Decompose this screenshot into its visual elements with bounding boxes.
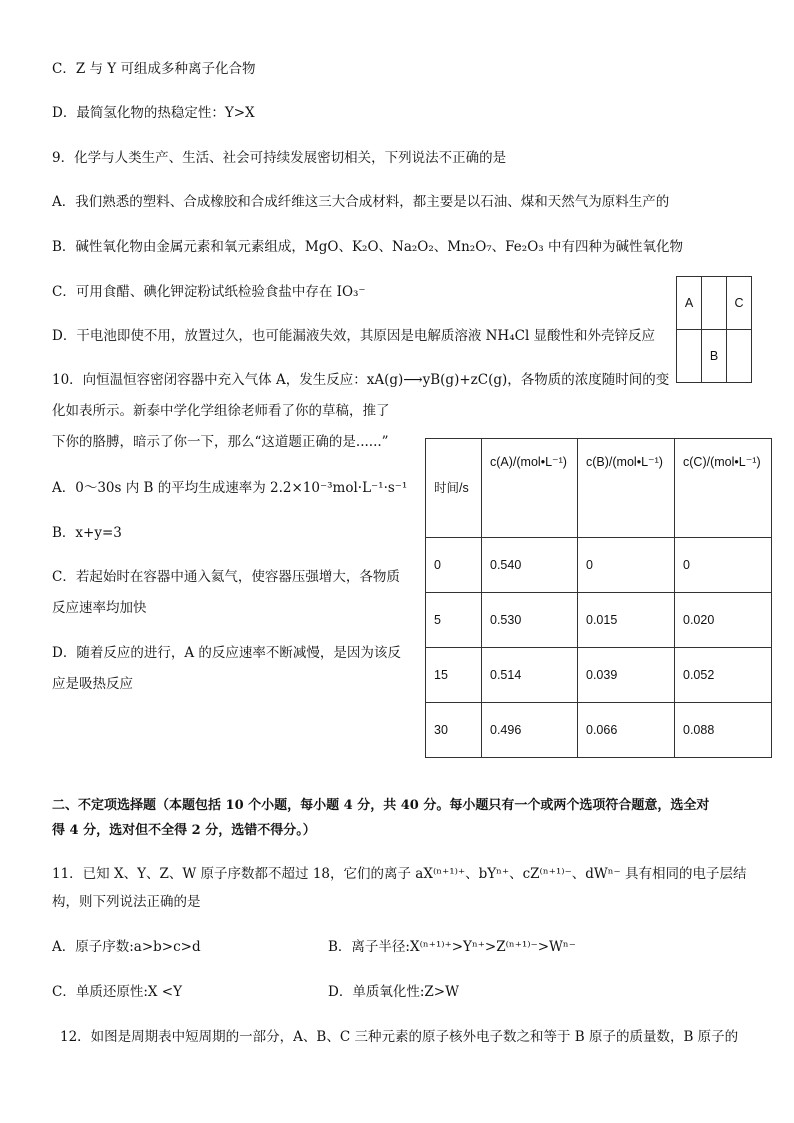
section-2-heading-cont: 得 4 分，选对但不全得 2 分，选错不得分。） xyxy=(52,823,316,838)
table-cell: 0.514 xyxy=(482,648,578,703)
table-cell: 0.066 xyxy=(578,703,675,758)
table-cell: 0 xyxy=(578,538,675,593)
table-header-row xyxy=(426,439,772,538)
element-c-cell: C xyxy=(727,277,752,330)
question-11-line2: 构，则下列说法正确的是 xyxy=(52,894,201,910)
table-header-cell: c(A)/(mol•L⁻¹) xyxy=(482,439,578,538)
q10-option-a: A．0～30s 内 B 的平均生成速率为 2.2×10⁻³mol·L⁻¹·s⁻¹ xyxy=(52,480,408,496)
section-2-heading: 二、不定项选择题（本题包括 10 个小题，每小题 4 分，共 40 分。每小题只有一个或两个选项符合题意，选全对 xyxy=(52,798,710,813)
q9-option-c: C．可用食醋、碘化钾淀粉试纸检验食盐中存在 IO₃⁻ xyxy=(52,284,366,300)
table-cell: 0.015 xyxy=(578,593,675,648)
table-row xyxy=(426,648,772,703)
table-cell: 15 xyxy=(426,648,482,703)
q9-option-d: D．干电池即使不用，放置过久，也可能漏液失效，其原因是电解质溶液 NH₄Cl 显酸性和外壳锌反应 xyxy=(52,328,656,344)
q11-option-b: B．离子半径:X⁽ⁿ⁺¹⁾⁺>Yⁿ⁺>Z⁽ⁿ⁺¹⁾⁻>Wⁿ⁻ xyxy=(328,939,576,955)
q11-option-a: A．原子序数:a>b>c>d xyxy=(52,939,201,955)
question-10-line3: 下你的胳膊，暗示了你一下，那么“这道题正确的是......” xyxy=(52,434,389,450)
element-a-cell: A xyxy=(677,277,702,330)
q10-option-b: B．x+y=3 xyxy=(52,525,122,541)
table-cell: 0.540 xyxy=(482,538,578,593)
option-c-q8: C．Z 与 Y 可组成多种离子化合物 xyxy=(52,61,256,77)
empty-cell xyxy=(677,330,702,383)
question-12: 12．如图是周期表中短周期的一部分，A、B、C 三种元素的原子核外电子数之和等于 B 原子的质量数，B 原子的 xyxy=(60,1029,739,1045)
q9-option-a: A．我们熟悉的塑料、合成橡胶和合成纤维这三大合成材料，都主要是以石油、煤和天然气为原料生产的 xyxy=(52,194,670,210)
table-cell: 0.020 xyxy=(675,593,772,648)
table-row xyxy=(426,703,772,758)
table-header-cell: 时间/s xyxy=(426,439,482,538)
periodic-table-fragment xyxy=(676,276,752,383)
table-cell: 0.088 xyxy=(675,703,772,758)
table-cell: 0.052 xyxy=(675,648,772,703)
q10-option-c-cont: 反应速率均加快 xyxy=(52,600,147,616)
table-cell: 0.039 xyxy=(578,648,675,703)
table-cell: 0.530 xyxy=(482,593,578,648)
table-cell: 0 xyxy=(675,538,772,593)
empty-cell xyxy=(727,330,752,383)
question-9: 9．化学与人类生产、生活、社会可持续发展密切相关，下列说法不正确的是 xyxy=(52,150,507,166)
table-row xyxy=(426,538,772,593)
question-10: 10．向恒温恒容密闭容器中充入气体 A，发生反应：xA(g)⟶yB(g)+zC(g)，各物质的浓度随时间的变 xyxy=(52,372,670,388)
q11-option-c: C．单质还原性:X <Y xyxy=(52,984,183,1000)
table-cell: 30 xyxy=(426,703,482,758)
table-cell: 0 xyxy=(426,538,482,593)
table-row xyxy=(426,593,772,648)
table-header-cell: c(C)/(mol•L⁻¹) xyxy=(675,439,772,538)
empty-cell xyxy=(702,277,727,330)
element-b-cell: B xyxy=(702,330,727,383)
option-d-q8: D．最简氢化物的热稳定性：Y>X xyxy=(52,105,255,121)
concentration-table xyxy=(425,438,772,758)
q10-option-d: D．随着反应的进行，A 的反应速率不断减慢，是因为该反 xyxy=(52,645,401,661)
table-header-cell: c(B)/(mol•L⁻¹) xyxy=(578,439,675,538)
q11-option-d: D．单质氧化性:Z>W xyxy=(328,984,459,1000)
table-cell: 5 xyxy=(426,593,482,648)
q10-option-d-cont: 应是吸热反应 xyxy=(52,676,133,692)
question-11: 11．已知 X、Y、Z、W 原子序数都不超过 18，它们的离子 aX⁽ⁿ⁺¹⁾⁺、bYⁿ⁺、cZ⁽ⁿ⁺¹⁾⁻、dWⁿ⁻ 具有相同的电子层结 xyxy=(52,866,747,882)
q9-option-b: B．碱性氧化物由金属元素和氧元素组成，MgO、K₂O、Na₂O₂、Mn₂O₇、Fe₂O₃ 中有四种为碱性氧化物 xyxy=(52,239,683,255)
table-cell: 0.496 xyxy=(482,703,578,758)
question-10-line2: 化如表所示。新泰中学化学组徐老师看了你的草稿，推了 xyxy=(52,403,390,419)
q10-option-c: C．若起始时在容器中通入氦气，使容器压强增大，各物质 xyxy=(52,569,400,585)
